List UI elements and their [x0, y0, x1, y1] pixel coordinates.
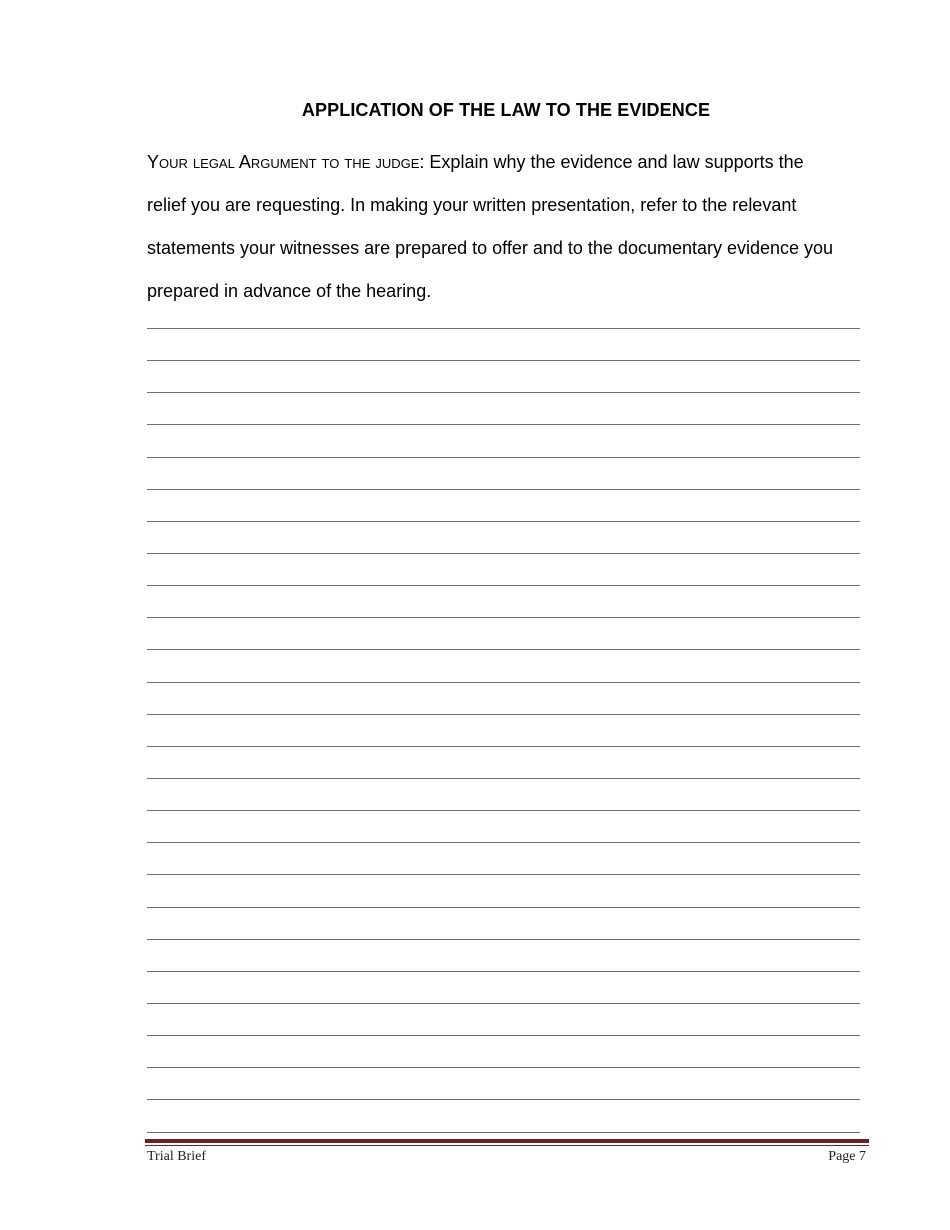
instructions-line-2: relief you are requesting. In making your written presentation, refer to the relevant	[147, 195, 797, 215]
instructions-paragraph	[147, 141, 867, 313]
answer-line[interactable]	[147, 553, 860, 554]
answer-lines-area[interactable]	[147, 328, 860, 1164]
answer-line[interactable]	[147, 1099, 860, 1100]
footer-document-title: Trial Brief	[147, 1149, 206, 1164]
instructions-lead: Your legal Argument to the judge	[147, 152, 420, 172]
answer-line[interactable]	[147, 971, 860, 972]
answer-line[interactable]	[147, 714, 860, 715]
answer-line[interactable]	[147, 939, 860, 940]
section-heading: APPLICATION OF THE LAW TO THE EVIDENCE	[301, 100, 711, 120]
answer-line[interactable]	[147, 874, 860, 875]
instructions-line-4: prepared in advance of the hearing.	[147, 281, 432, 301]
answer-line[interactable]	[147, 778, 860, 779]
instructions-line-1-text: : Explain why the evidence and law supports the	[419, 152, 804, 172]
answer-line[interactable]	[147, 810, 860, 811]
answer-line[interactable]	[147, 617, 860, 618]
answer-line[interactable]	[147, 907, 860, 908]
answer-line[interactable]	[147, 392, 860, 393]
answer-line[interactable]	[147, 1035, 860, 1036]
answer-line[interactable]	[147, 585, 860, 586]
footer-rule	[145, 1139, 869, 1143]
answer-line[interactable]	[147, 457, 860, 458]
answer-line[interactable]	[147, 328, 860, 329]
answer-line[interactable]	[147, 424, 860, 425]
footer-page-number: Page 7	[828, 1149, 866, 1164]
instructions-line-1	[147, 141, 867, 184]
answer-line[interactable]	[147, 842, 860, 843]
answer-line[interactable]	[147, 649, 860, 650]
answer-line[interactable]	[147, 521, 860, 522]
answer-line[interactable]	[147, 1067, 860, 1068]
answer-line[interactable]	[147, 489, 860, 490]
answer-line[interactable]	[147, 1132, 860, 1133]
answer-line[interactable]	[147, 1003, 860, 1004]
answer-line[interactable]	[147, 360, 860, 361]
footer-rule-thin	[145, 1145, 869, 1146]
answer-line[interactable]	[147, 682, 860, 683]
instructions-line-3: statements your witnesses are prepared to offer and to the documentary evidence you	[147, 238, 834, 258]
answer-line[interactable]	[147, 746, 860, 747]
